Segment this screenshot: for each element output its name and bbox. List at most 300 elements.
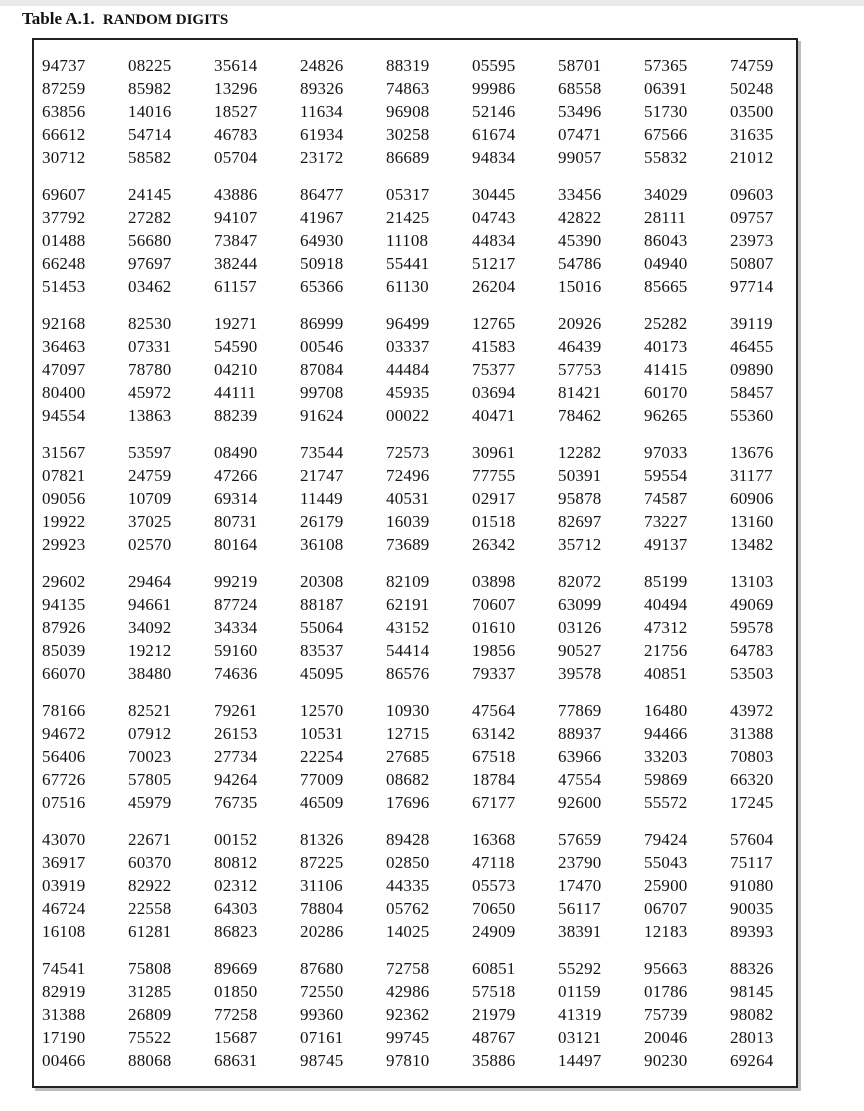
digit-group: 01610	[472, 618, 516, 637]
digit-group: 27685	[386, 747, 430, 766]
digit-group: 79261	[214, 701, 258, 720]
digit-group: 41415	[644, 360, 688, 379]
digit-group: 78780	[128, 360, 172, 379]
digit-group: 11634	[300, 102, 343, 121]
digit-row	[42, 358, 816, 381]
digit-group: 80400	[42, 383, 86, 402]
digit-group: 03126	[558, 618, 602, 637]
digit-group: 64303	[214, 899, 258, 918]
digit-group: 41967	[300, 208, 344, 227]
digit-group: 15687	[214, 1028, 258, 1047]
digit-group: 22671	[128, 830, 172, 849]
digit-group: 55572	[644, 793, 688, 812]
digit-group: 19922	[42, 512, 86, 531]
digit-group: 12570	[300, 701, 344, 720]
digit-group: 69314	[214, 489, 258, 508]
digit-group: 60170	[644, 383, 688, 402]
digit-group: 00152	[214, 830, 258, 849]
digit-row	[42, 54, 816, 77]
digit-group: 04743	[472, 208, 516, 227]
digit-group: 33203	[644, 747, 688, 766]
digit-group: 12765	[472, 314, 516, 333]
digit-group: 14025	[386, 922, 430, 941]
digit-group: 85982	[128, 79, 172, 98]
digit-block	[42, 570, 816, 685]
digit-group: 26809	[128, 1005, 172, 1024]
digit-group: 29923	[42, 535, 86, 554]
digit-group: 85665	[644, 277, 688, 296]
digit-group: 17245	[730, 793, 774, 812]
digit-group: 51730	[644, 102, 688, 121]
digit-block	[42, 441, 816, 556]
digit-group: 67518	[472, 747, 516, 766]
digit-group: 00022	[386, 406, 430, 425]
digit-group: 57518	[472, 982, 516, 1001]
digit-group: 74541	[42, 959, 86, 978]
digit-group: 03919	[42, 876, 86, 895]
digit-group: 78166	[42, 701, 86, 720]
digit-group: 10531	[300, 724, 344, 743]
digit-group: 88937	[558, 724, 602, 743]
digit-group: 99219	[214, 572, 258, 591]
digit-group: 36917	[42, 853, 86, 872]
digit-group: 24826	[300, 56, 344, 75]
digit-group: 42822	[558, 208, 602, 227]
digit-group: 97033	[644, 443, 688, 462]
digit-group: 56406	[42, 747, 86, 766]
digit-group: 40173	[644, 337, 688, 356]
digit-group: 59554	[644, 466, 688, 485]
digit-group: 94135	[42, 595, 86, 614]
digit-group: 73689	[386, 535, 430, 554]
digit-group: 45095	[300, 664, 344, 683]
digit-group: 02850	[386, 853, 430, 872]
digit-group: 31388	[42, 1005, 86, 1024]
digit-group: 46509	[300, 793, 344, 812]
digit-group: 09056	[42, 489, 86, 508]
digit-group: 77009	[300, 770, 344, 789]
digit-block	[42, 699, 816, 814]
digit-group: 31106	[300, 876, 343, 895]
digit-group: 97714	[730, 277, 774, 296]
digit-group: 94661	[128, 595, 172, 614]
digit-group: 08225	[128, 56, 172, 75]
digit-group: 66612	[42, 125, 86, 144]
digit-group: 13296	[214, 79, 258, 98]
digit-group: 87680	[300, 959, 344, 978]
digit-row	[42, 252, 816, 275]
digit-row	[42, 980, 816, 1003]
digit-group: 45935	[386, 383, 430, 402]
table-title	[22, 9, 228, 29]
digit-group: 94264	[214, 770, 258, 789]
digit-group: 92168	[42, 314, 86, 333]
digit-group: 37792	[42, 208, 86, 227]
digit-group: 03462	[128, 277, 172, 296]
digit-group: 21012	[730, 148, 774, 167]
digit-row	[42, 312, 816, 335]
digit-group: 38244	[214, 254, 258, 273]
digit-group: 38480	[128, 664, 172, 683]
digit-group: 70803	[730, 747, 774, 766]
digit-row	[42, 593, 816, 616]
digit-group: 75117	[730, 853, 773, 872]
digit-row	[42, 275, 816, 298]
digit-group: 85199	[644, 572, 688, 591]
digit-group: 20286	[300, 922, 344, 941]
digit-group: 30445	[472, 185, 516, 204]
digit-row	[42, 616, 816, 639]
digit-group: 22558	[128, 899, 172, 918]
digit-group: 74863	[386, 79, 430, 98]
digit-group: 23973	[730, 231, 774, 250]
digit-group: 57753	[558, 360, 602, 379]
digit-group: 14016	[128, 102, 172, 121]
digit-group: 66070	[42, 664, 86, 683]
digit-group: 80812	[214, 853, 258, 872]
digit-group: 05317	[386, 185, 430, 204]
digit-group: 24145	[128, 185, 172, 204]
digit-group: 34092	[128, 618, 172, 637]
digit-group: 68631	[214, 1051, 258, 1070]
digit-group: 86689	[386, 148, 430, 167]
digit-row	[42, 791, 816, 814]
digit-group: 47266	[214, 466, 258, 485]
digit-group: 26179	[300, 512, 344, 531]
digit-group: 18784	[472, 770, 516, 789]
digit-group: 01850	[214, 982, 258, 1001]
digit-group: 94672	[42, 724, 86, 743]
digit-group: 25282	[644, 314, 688, 333]
digit-row	[42, 897, 816, 920]
digit-group: 03898	[472, 572, 516, 591]
digit-group: 57604	[730, 830, 774, 849]
digit-row	[42, 206, 816, 229]
digit-group: 49137	[644, 535, 688, 554]
digit-row	[42, 570, 816, 593]
digit-group: 31177	[730, 466, 773, 485]
digit-group: 82697	[558, 512, 602, 531]
digit-group: 53503	[730, 664, 774, 683]
digit-group: 60370	[128, 853, 172, 872]
digit-group: 55441	[386, 254, 430, 273]
digit-group: 87259	[42, 79, 86, 98]
digit-group: 27282	[128, 208, 172, 227]
digit-group: 20308	[300, 572, 344, 591]
digit-group: 88187	[300, 595, 344, 614]
digit-group: 13676	[730, 443, 774, 462]
digit-group: 77755	[472, 466, 516, 485]
digit-group: 72758	[386, 959, 430, 978]
digit-group: 96265	[644, 406, 688, 425]
digit-group: 61281	[128, 922, 172, 941]
digit-group: 57659	[558, 830, 602, 849]
digit-group: 50918	[300, 254, 344, 273]
digit-group: 88326	[730, 959, 774, 978]
digit-group: 26204	[472, 277, 516, 296]
digit-group: 98745	[300, 1051, 344, 1070]
digit-group: 01159	[558, 982, 601, 1001]
digit-group: 04940	[644, 254, 688, 273]
digit-row	[42, 183, 816, 206]
digit-group: 45979	[128, 793, 172, 812]
table-caption: RANDOM DIGITS	[102, 12, 229, 28]
digit-group: 35614	[214, 56, 258, 75]
digit-group: 98082	[730, 1005, 774, 1024]
digit-group: 31388	[730, 724, 774, 743]
digit-row	[42, 662, 816, 685]
digit-group: 35712	[558, 535, 602, 554]
digit-group: 61674	[472, 125, 516, 144]
digit-group: 58457	[730, 383, 774, 402]
digit-group: 82109	[386, 572, 430, 591]
digit-group: 47118	[472, 853, 515, 872]
digit-group: 74759	[730, 56, 774, 75]
table-label: Table A.1.	[22, 9, 95, 28]
digit-group: 12183	[644, 922, 688, 941]
digit-block	[42, 957, 816, 1072]
digit-group: 20926	[558, 314, 602, 333]
digit-group: 60851	[472, 959, 516, 978]
digit-group: 50391	[558, 466, 602, 485]
digit-group: 51453	[42, 277, 86, 296]
digit-group: 47554	[558, 770, 602, 789]
digit-group: 31285	[128, 982, 172, 1001]
digit-row	[42, 957, 816, 980]
digit-row	[42, 533, 816, 556]
digit-group: 60906	[730, 489, 774, 508]
digit-group: 30712	[42, 148, 86, 167]
digit-block	[42, 183, 816, 298]
digit-group: 75808	[128, 959, 172, 978]
digit-group: 88239	[214, 406, 258, 425]
digit-group: 19212	[128, 641, 172, 660]
digit-group: 72573	[386, 443, 430, 462]
digit-group: 86477	[300, 185, 344, 204]
digit-group: 99708	[300, 383, 344, 402]
digit-group: 90230	[644, 1051, 688, 1070]
digit-group: 75522	[128, 1028, 172, 1047]
digit-group: 78462	[558, 406, 602, 425]
digit-group: 03337	[386, 337, 430, 356]
digit-group: 99745	[386, 1028, 430, 1047]
digit-row	[42, 1003, 816, 1026]
digit-group: 44335	[386, 876, 430, 895]
digit-row	[42, 768, 816, 791]
digit-group: 09890	[730, 360, 774, 379]
digit-group: 66320	[730, 770, 774, 789]
digit-row	[42, 828, 816, 851]
digit-group: 67177	[472, 793, 516, 812]
digit-group: 13482	[730, 535, 774, 554]
digit-group: 46783	[214, 125, 258, 144]
digit-group: 82530	[128, 314, 172, 333]
digit-group: 79424	[644, 830, 688, 849]
digit-group: 99360	[300, 1005, 344, 1024]
digit-group: 00466	[42, 1051, 86, 1070]
digit-group: 04210	[214, 360, 258, 379]
digit-group: 41319	[558, 1005, 602, 1024]
digit-group: 98145	[730, 982, 774, 1001]
digit-group: 25900	[644, 876, 688, 895]
digit-group: 01786	[644, 982, 688, 1001]
digit-group: 43070	[42, 830, 86, 849]
digit-group: 86043	[644, 231, 688, 250]
digit-group: 73544	[300, 443, 344, 462]
digit-row	[42, 335, 816, 358]
digit-group: 97810	[386, 1051, 430, 1070]
digit-group: 69607	[42, 185, 86, 204]
digit-group: 02917	[472, 489, 516, 508]
digit-group: 24909	[472, 922, 516, 941]
digit-row	[42, 123, 816, 146]
digit-group: 53496	[558, 102, 602, 121]
digit-group: 51217	[472, 254, 516, 273]
digit-group: 94554	[42, 406, 86, 425]
digit-group: 54590	[214, 337, 258, 356]
digit-group: 87724	[214, 595, 258, 614]
digit-group: 54786	[558, 254, 602, 273]
digit-group: 06391	[644, 79, 688, 98]
digit-group: 08682	[386, 770, 430, 789]
digit-group: 05762	[386, 899, 430, 918]
digit-group: 86823	[214, 922, 258, 941]
digit-group: 69264	[730, 1051, 774, 1070]
digit-row	[42, 920, 816, 943]
digit-group: 70607	[472, 595, 516, 614]
digit-row	[42, 722, 816, 745]
digit-group: 03694	[472, 383, 516, 402]
digit-group: 40471	[472, 406, 516, 425]
digit-group: 31567	[42, 443, 86, 462]
digit-group: 48767	[472, 1028, 516, 1047]
digit-group: 73847	[214, 231, 258, 250]
digit-group: 28013	[730, 1028, 774, 1047]
digit-group: 36463	[42, 337, 86, 356]
digit-group: 99986	[472, 79, 516, 98]
digit-row	[42, 77, 816, 100]
digit-group: 17190	[42, 1028, 86, 1047]
digit-group: 53597	[128, 443, 172, 462]
digit-group: 16108	[42, 922, 86, 941]
digit-group: 63099	[558, 595, 602, 614]
digit-group: 37025	[128, 512, 172, 531]
digit-group: 89393	[730, 922, 774, 941]
digit-group: 59869	[644, 770, 688, 789]
digit-group: 55064	[300, 618, 344, 637]
digit-group: 81326	[300, 830, 344, 849]
digit-group: 72550	[300, 982, 344, 1001]
digit-group: 07331	[128, 337, 172, 356]
digit-group: 44484	[386, 360, 430, 379]
digit-group: 74636	[214, 664, 258, 683]
digit-group: 63856	[42, 102, 86, 121]
digit-group: 02570	[128, 535, 172, 554]
digit-group: 77258	[214, 1005, 258, 1024]
digit-group: 79337	[472, 664, 516, 683]
digit-group: 91624	[300, 406, 344, 425]
digit-group: 43972	[730, 701, 774, 720]
digit-group: 06707	[644, 899, 688, 918]
digit-group: 66248	[42, 254, 86, 273]
digit-group: 12715	[386, 724, 430, 743]
digit-group: 94466	[644, 724, 688, 743]
digit-group: 96499	[386, 314, 430, 333]
digit-row	[42, 404, 816, 427]
digit-group: 63142	[472, 724, 516, 743]
digit-group: 81421	[558, 383, 602, 402]
digit-group: 20046	[644, 1028, 688, 1047]
digit-group: 94107	[214, 208, 258, 227]
digit-group: 23790	[558, 853, 602, 872]
digit-group: 31635	[730, 125, 774, 144]
digit-group: 12282	[558, 443, 602, 462]
digit-group: 03121	[558, 1028, 602, 1047]
digit-group: 11108	[386, 231, 429, 250]
digit-group: 97697	[128, 254, 172, 273]
digit-group: 64930	[300, 231, 344, 250]
digit-group: 09757	[730, 208, 774, 227]
digit-group: 21756	[644, 641, 688, 660]
digit-group: 70023	[128, 747, 172, 766]
digit-group: 61130	[386, 277, 429, 296]
digit-group: 09603	[730, 185, 774, 204]
digit-group: 38391	[558, 922, 602, 941]
digit-group: 55043	[644, 853, 688, 872]
top-rule	[0, 0, 864, 6]
digit-group: 54714	[128, 125, 172, 144]
digit-row	[42, 487, 816, 510]
digit-group: 05704	[214, 148, 258, 167]
digit-group: 65366	[300, 277, 344, 296]
table-frame	[32, 38, 798, 1088]
digit-group: 24759	[128, 466, 172, 485]
digit-group: 28111	[644, 208, 687, 227]
digit-group: 67566	[644, 125, 688, 144]
digit-group: 45390	[558, 231, 602, 250]
digit-group: 05573	[472, 876, 516, 895]
digit-group: 85039	[42, 641, 86, 660]
digit-group: 89428	[386, 830, 430, 849]
digit-row	[42, 146, 816, 169]
digit-group: 40851	[644, 664, 688, 683]
digit-group: 21979	[472, 1005, 516, 1024]
digit-group: 22254	[300, 747, 344, 766]
digit-group: 43152	[386, 618, 430, 637]
digit-group: 87084	[300, 360, 344, 379]
digit-group: 55832	[644, 148, 688, 167]
digit-group: 58582	[128, 148, 172, 167]
digit-group: 94737	[42, 56, 86, 75]
digit-group: 39578	[558, 664, 602, 683]
digit-group: 55360	[730, 406, 774, 425]
digit-group: 05595	[472, 56, 516, 75]
digit-group: 88068	[128, 1051, 172, 1070]
digit-group: 19856	[472, 641, 516, 660]
digit-group: 74587	[644, 489, 688, 508]
digit-grid	[42, 54, 816, 1086]
digit-group: 55292	[558, 959, 602, 978]
digit-group: 01488	[42, 231, 86, 250]
digit-row	[42, 510, 816, 533]
digit-group: 13103	[730, 572, 774, 591]
digit-group: 54414	[386, 641, 430, 660]
digit-group: 57365	[644, 56, 688, 75]
digit-group: 76735	[214, 793, 258, 812]
digit-group: 43886	[214, 185, 258, 204]
digit-row	[42, 381, 816, 404]
digit-block	[42, 54, 816, 169]
